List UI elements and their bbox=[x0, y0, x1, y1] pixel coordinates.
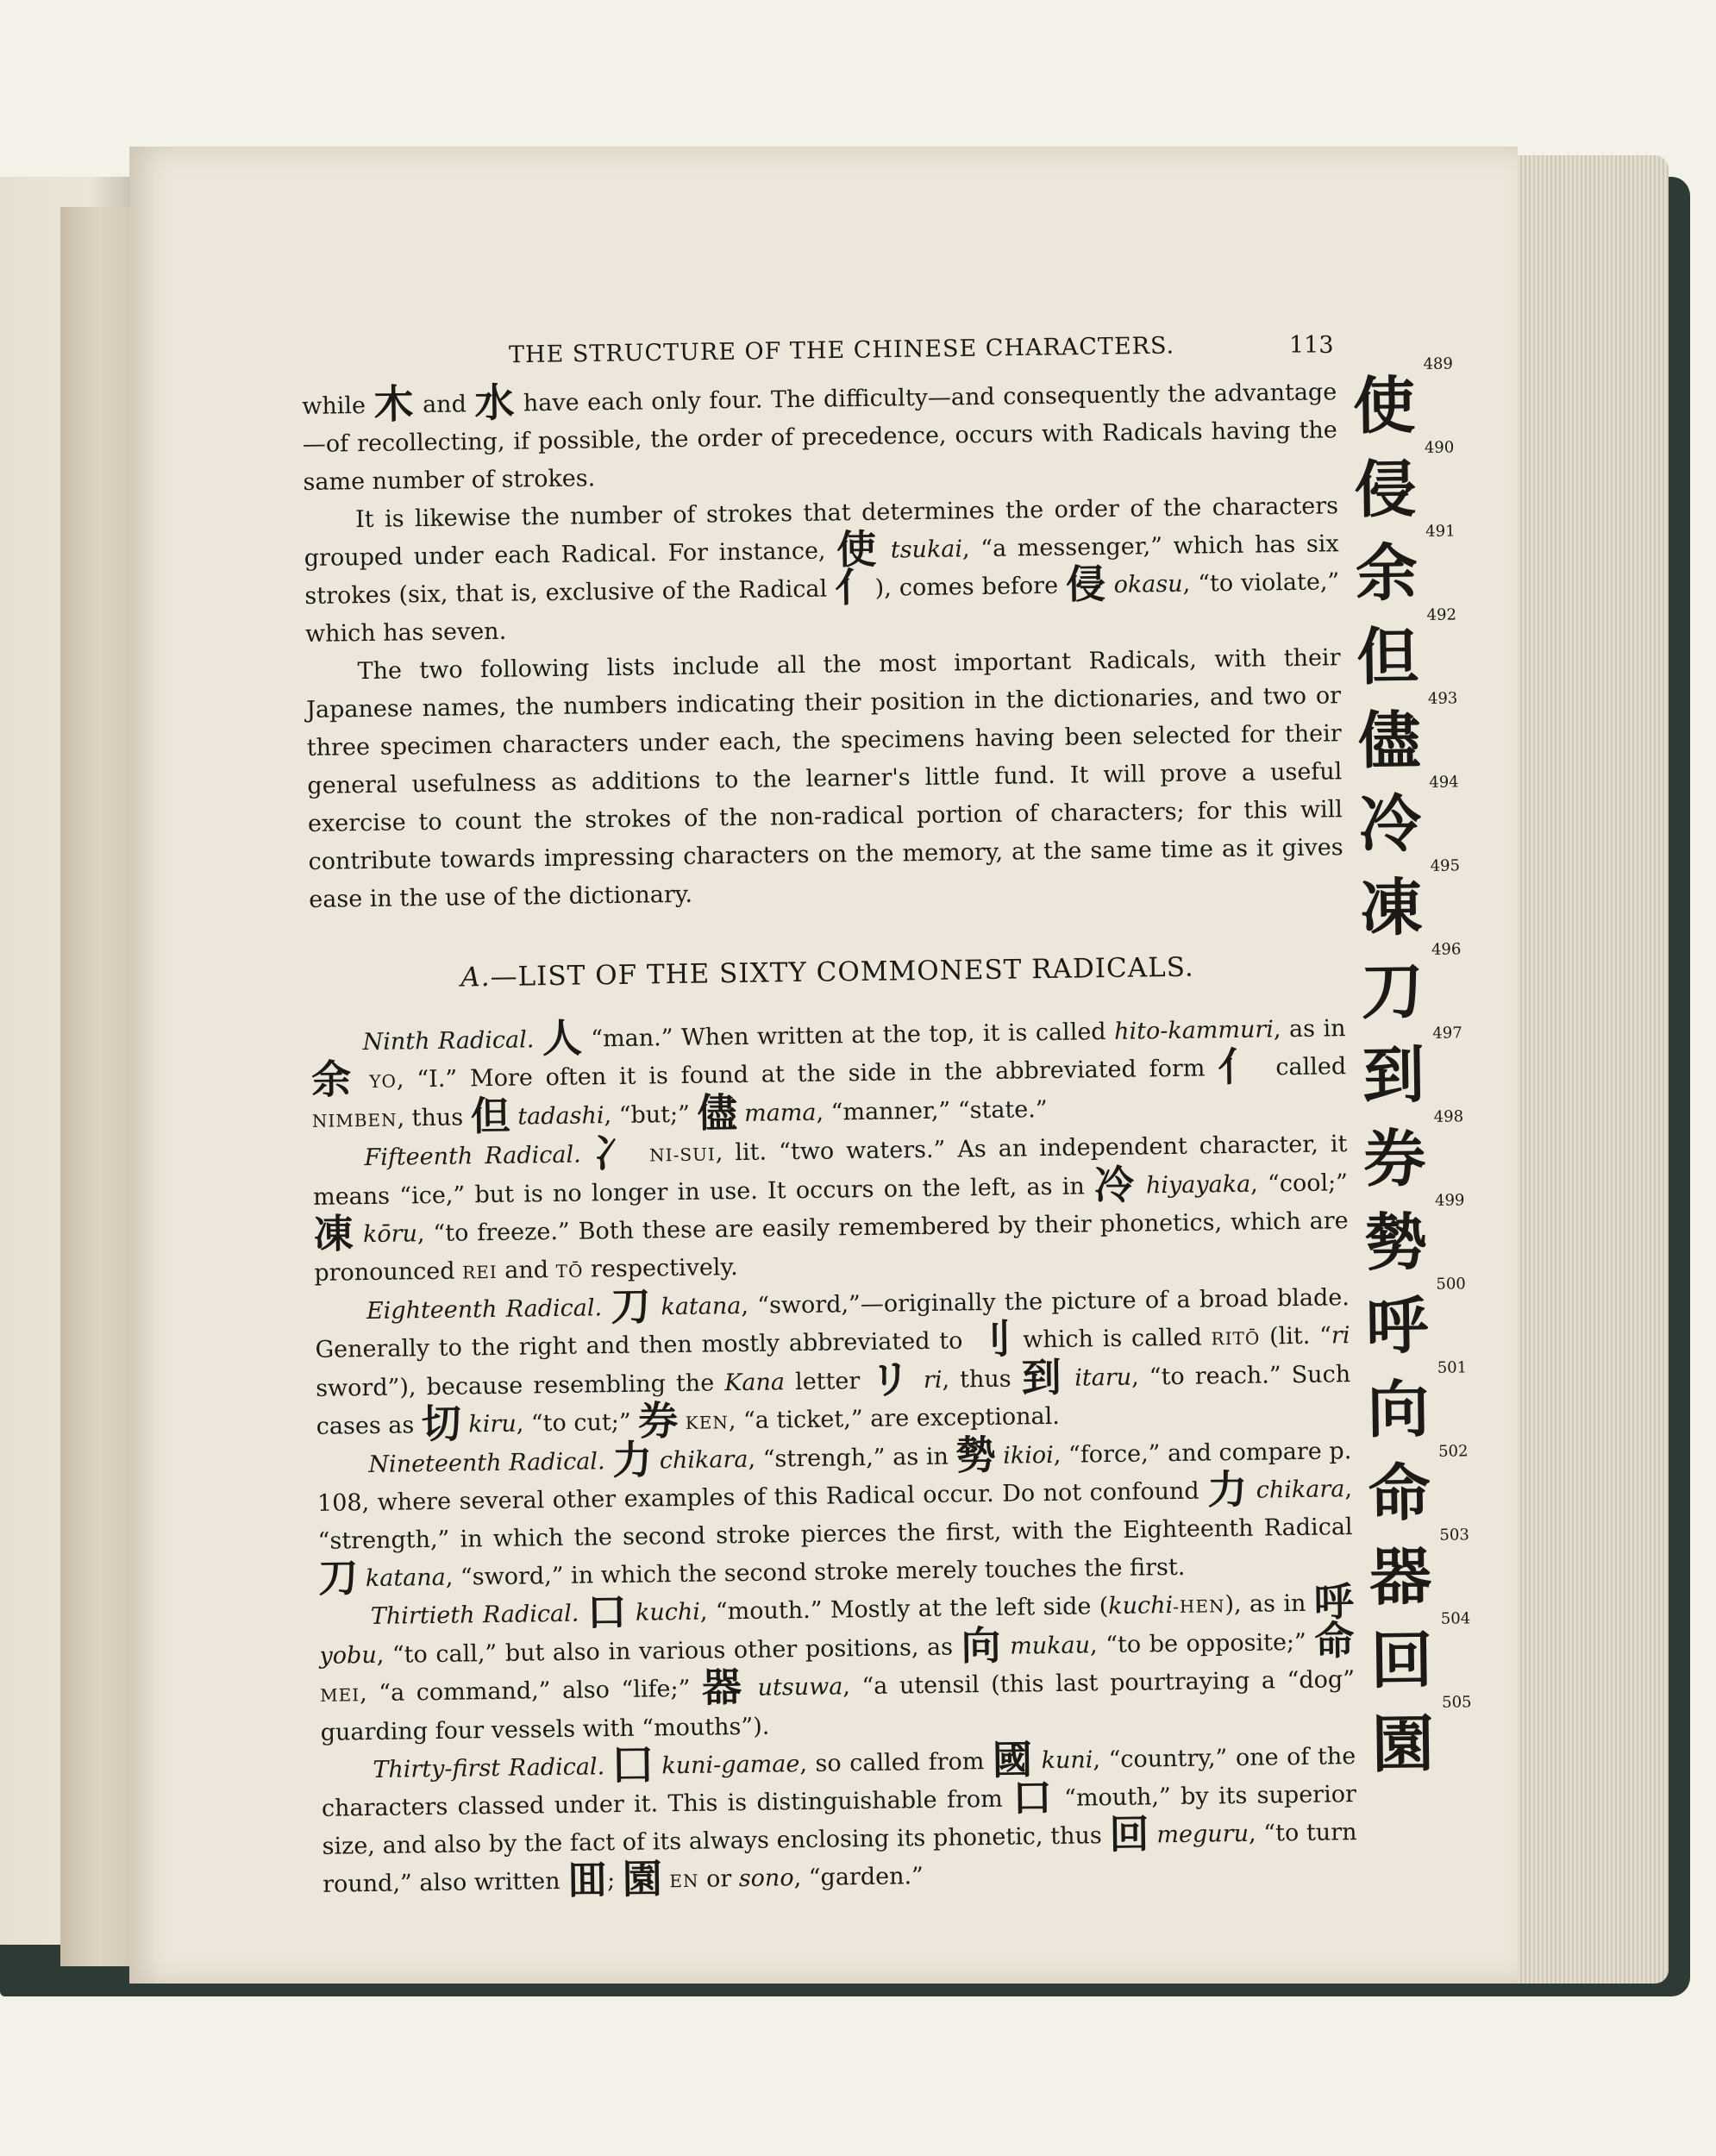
margin-entry-number: 500 bbox=[1436, 1275, 1466, 1294]
margin-entry-number: 504 bbox=[1440, 1609, 1471, 1628]
margin-entry-number: 490 bbox=[1424, 438, 1455, 457]
margin-entry bbox=[1369, 1609, 1492, 1702]
margin-entry-character: 勢 bbox=[1364, 1204, 1428, 1279]
margin-entry bbox=[1364, 1191, 1486, 1283]
margin-entry bbox=[1365, 1275, 1487, 1367]
body-text bbox=[302, 373, 1357, 1905]
margin-entry-character: 園 bbox=[1371, 1706, 1435, 1781]
running-head: THE STRUCTURE OF THE CHINESE CHARACTERS. bbox=[508, 332, 1175, 369]
margin-entry bbox=[1362, 1024, 1483, 1116]
margin-entry-number: 496 bbox=[1431, 940, 1462, 959]
margin-entry-number: 503 bbox=[1439, 1526, 1469, 1545]
radical-entry: Fifteenth Radical. 冫 NI-SUI, lit. “two waters.” As an independent character, it means “ice,” but is no longer in use. It occurs on the left, as in 冷 hiyayaka, “cool;” 凍 kōru, “to freeze.” Both these are easily remembered by their phonetics, which are pronounced REI and TŌ respectively. bbox=[312, 1129, 1349, 1287]
radical-entry: Thirty-first Radical. 囗 kuni-gamae, so called from 國 kuni, “country,” one of the characters classed under it. This is distinguishable from 口 “mouth,” by its superior size, and also by the fact of its always enclosing its phonetic, thus 回 meguru, “to turn round,” also written 囬; 園 EN or sono, “garden.” bbox=[321, 1736, 1357, 1903]
margin-entry-number: 502 bbox=[1437, 1442, 1469, 1461]
margin-entry-character: 向 bbox=[1366, 1371, 1431, 1446]
radical-entry: Eighteenth Radical. 刀 katana, “sword,”—originally the picture of a broad blade. Generally to the right and then mostly abbreviated to 刂 which is called RITŌ (lit. “ri sword”), because resembling the Kana letter リ ri, thus 到 itaru, “to reach.” Such cases as 切 kiru, “to cut;” 券 KEN, “a ticket,” are exceptional. bbox=[315, 1282, 1351, 1448]
margin-entry bbox=[1358, 773, 1480, 865]
margin-entry-character: 券 bbox=[1362, 1120, 1426, 1195]
margin-entry-character: 凍 bbox=[1359, 869, 1423, 944]
margin-entry bbox=[1356, 605, 1478, 698]
margin-entry bbox=[1366, 1358, 1488, 1451]
margin-entry-number: 489 bbox=[1423, 354, 1454, 373]
paragraph: It is likewise the number of strokes that determines the order of the characters grouped under each Radical. For instance, 使 tsukai, “a messenger,” which has six strokes (six, that is, exclusive of the Radical 亻), comes before 侵 okasu, “to violate,” which has seven. bbox=[304, 492, 1340, 648]
margin-entry-character: 命 bbox=[1368, 1455, 1431, 1530]
margin-entry-character: 回 bbox=[1369, 1622, 1434, 1697]
margin-entry-number: 499 bbox=[1434, 1191, 1465, 1210]
margin-entry bbox=[1353, 438, 1475, 530]
margin-entry-number: 497 bbox=[1432, 1024, 1462, 1043]
margin-entry-number: 505 bbox=[1442, 1693, 1472, 1712]
margin-entry bbox=[1359, 856, 1481, 949]
margin-entry bbox=[1371, 1693, 1493, 1785]
margin-entry-character: 使 bbox=[1352, 368, 1416, 443]
page-number: 113 bbox=[1289, 332, 1334, 359]
right-page bbox=[129, 147, 1518, 1984]
margin-entry bbox=[1368, 1526, 1490, 1618]
paragraph: while 木 and 水 have each only four. The difficulty—and consequently the advantage—of recollecting, if possible, the order of precedence, occurs with Radicals having the same number of strokes. bbox=[302, 379, 1338, 496]
margin-entry-number: 498 bbox=[1433, 1107, 1464, 1126]
margin-entry-number: 493 bbox=[1427, 689, 1458, 708]
radical-entry: Thirtieth Radical. 口 kuchi, “mouth.” Mostly at the left side (kuchi-HEN), as in 呼 yobu, “to call,” but also in various other positions, as 向 mukau, “to be opposite;” 命 MEI, “a command,” also “life;” 器 utsuwa, “a utensil (this last pourtraying a “dog” guarding four vessels with “mouths”). bbox=[319, 1578, 1356, 1746]
margin-entry-character: 冷 bbox=[1358, 787, 1422, 862]
margin-entry-character: 余 bbox=[1355, 536, 1419, 611]
margin-entry bbox=[1355, 522, 1476, 614]
margin-character-column bbox=[1352, 354, 1493, 1785]
margin-entry-character: 儘 bbox=[1357, 703, 1421, 778]
margin-entry-number: 495 bbox=[1430, 856, 1461, 875]
margin-entry-number: 494 bbox=[1429, 773, 1459, 792]
radical-entry: Nineteenth Radical. 力 chikara, “strengh,” as in 勢 ikioi, “force,” and compare p. 108, where several other examples of this Radical occur. Do not confound 力 chikara, “strength,” in which the second stroke pierces the first, with the Eighteenth Radical 刀 katana, “sword,” in which the second stroke merely touches the first. bbox=[316, 1431, 1353, 1601]
margin-entry bbox=[1361, 940, 1482, 1032]
margin-entry-character: 呼 bbox=[1365, 1288, 1429, 1363]
margin-entry bbox=[1357, 689, 1479, 781]
margin-entry-character: 但 bbox=[1356, 619, 1419, 694]
margin-entry-character: 器 bbox=[1368, 1539, 1432, 1614]
page-edges bbox=[1500, 155, 1669, 1984]
margin-entry bbox=[1362, 1107, 1485, 1200]
margin-entry bbox=[1352, 354, 1474, 447]
section-heading: A.—LIST OF THE SIXTY COMMONEST RADICALS. bbox=[460, 951, 1194, 993]
margin-entry-character: 刀 bbox=[1361, 953, 1425, 1028]
margin-entry-character: 侵 bbox=[1353, 452, 1418, 527]
radical-entry: Ninth Radical. 人 “man.” When written at the top, it is called hito-kammuri, as in 余 YO, “I.” More often it is found at the side in the abbreviated form 亻 called NIMBEN, thus 但 tadashi, “but;” 儘 mama, “manner,” “state.” bbox=[310, 1014, 1347, 1140]
margin-entry-number: 501 bbox=[1437, 1358, 1468, 1377]
book-gutter bbox=[60, 207, 138, 1966]
margin-entry-number: 491 bbox=[1425, 522, 1456, 541]
paragraph: The two following lists include all the most important Radicals, with their Japanese names, the numbers indicating their position in the dictionaries, and two or three specimen characters under each, the specimens having been selected for their general usefulness as additions to the learner's little fund. It will prove a useful exercise to count the strokes of the non-radical portion of characters; for this will contribute towards impressing characters on the memory, at the same time as it gives ease in the use of the dictionary. bbox=[305, 644, 1343, 913]
margin-entry bbox=[1368, 1442, 1489, 1534]
margin-entry-number: 492 bbox=[1426, 605, 1457, 624]
margin-entry-character: 到 bbox=[1362, 1037, 1425, 1112]
